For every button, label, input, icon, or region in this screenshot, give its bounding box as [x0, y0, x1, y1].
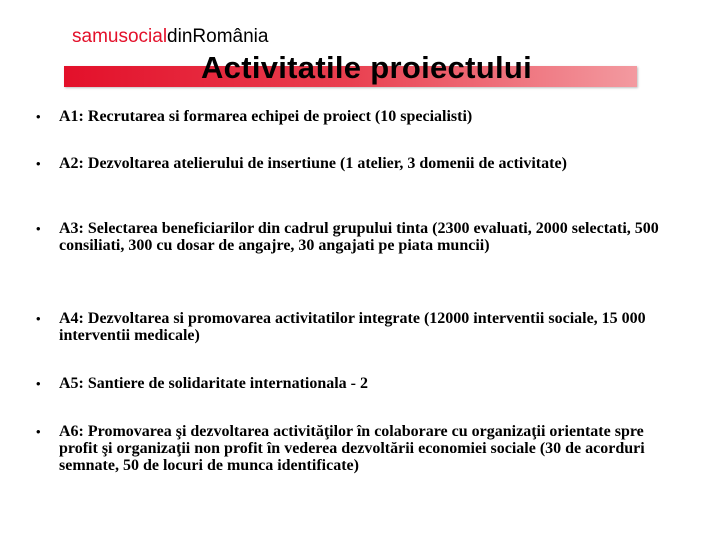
list-item-text: A6: Promovarea şi dezvoltarea activităţilor în colaborare cu organizaţii orientate spre profit şi organizaţii non profit în vederea dezvoltării economiei sociale (30 de acorduri semnate, 50 de locuri de munca identificate) — [59, 423, 645, 474]
brand-name-black: dinRomânia — [167, 26, 269, 47]
bullet-icon: • — [36, 311, 41, 326]
list-item-text: A5: Santiere de solidaritate internationala - 2 — [59, 375, 369, 392]
list-item — [36, 220, 676, 254]
list-item-text: A4: Dezvoltarea si promovarea activitatilor integrate (12000 interventii sociale, 15 000 interventii medicale) — [59, 310, 646, 344]
bullet-icon: • — [36, 376, 41, 391]
list-item-text: A3: Selectarea beneficiarilor din cadrul grupului tinta (2300 evaluati, 2000 selectati, 500 consiliati, 300 cu dosar de angajre, 30 angajati pe piata muncii) — [59, 220, 659, 254]
list-item — [36, 375, 676, 392]
list-item-text: A1: Recrutarea si formarea echipei de proiect (10 specialisti) — [59, 108, 473, 125]
brand-name-red: samusocial — [72, 26, 168, 47]
bullet-icon: • — [36, 156, 41, 171]
list-item — [36, 423, 676, 474]
bullet-icon: • — [36, 424, 41, 439]
list-item-text: A2: Dezvoltarea atelierului de insertiune (1 atelier, 3 domenii de activitate) — [59, 155, 567, 172]
bullet-icon: • — [36, 109, 41, 124]
list-item — [36, 310, 676, 344]
list-item — [36, 155, 676, 172]
bullet-icon: • — [36, 221, 41, 236]
page-title: Activitatile proiectului — [200, 50, 533, 85]
list-item — [36, 108, 676, 125]
